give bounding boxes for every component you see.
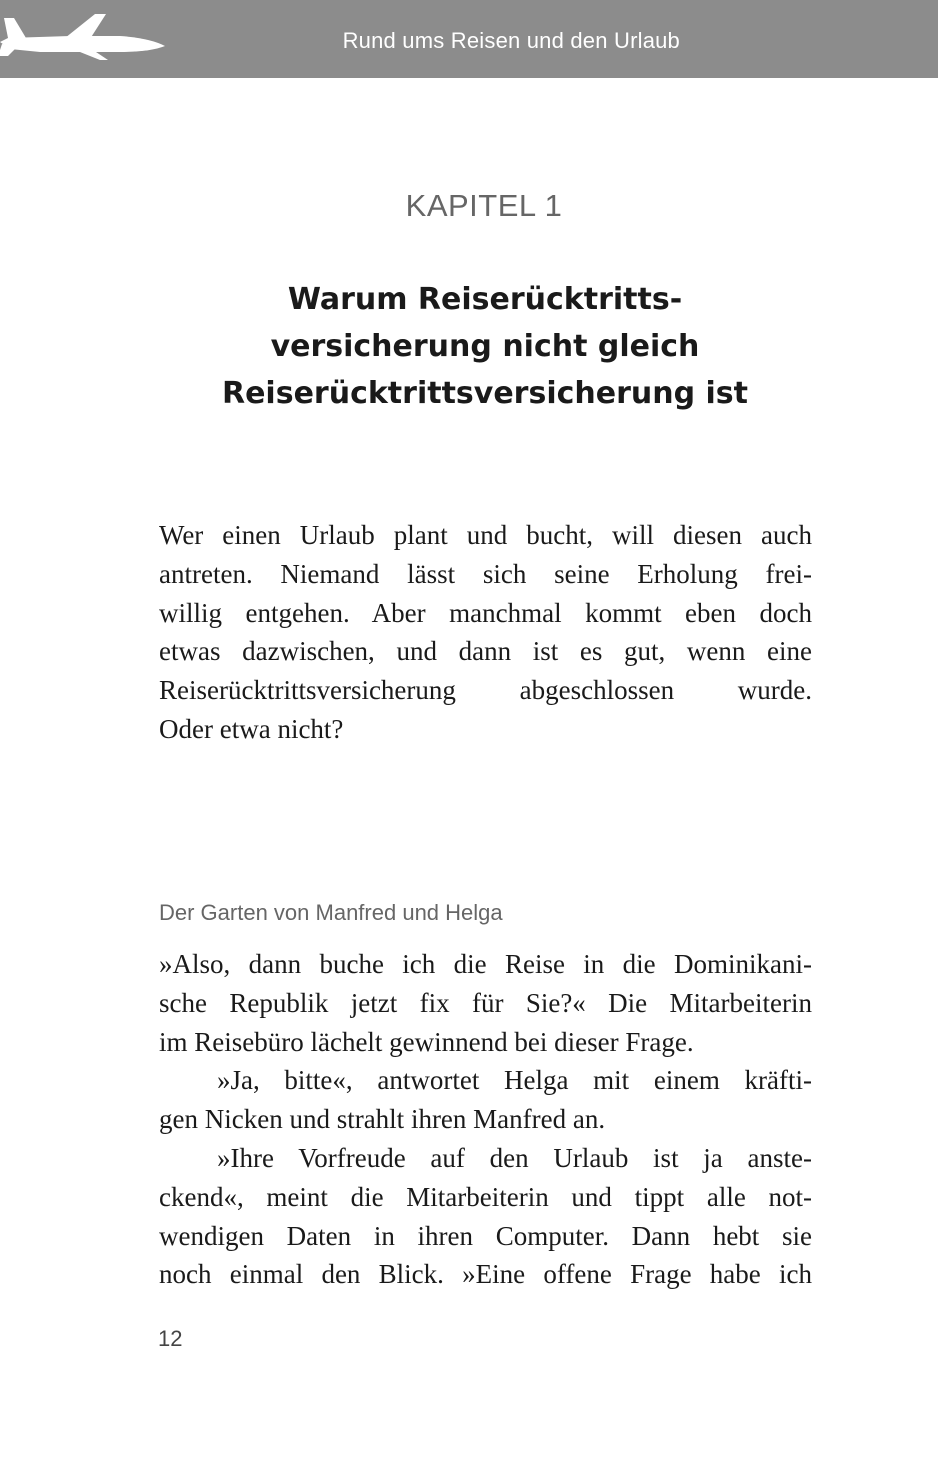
- story-text: [159, 945, 812, 1294]
- running-header-bar: [0, 0, 938, 78]
- text-line: »Ihre Vorfreude auf den Urlaub ist ja anste-: [217, 1142, 812, 1173]
- intro-paragraph: [159, 516, 812, 749]
- text-line: Reiserücktrittsversicherung abgeschlossen wurde.: [159, 675, 812, 706]
- page-number: 12: [158, 1326, 183, 1351]
- text-line: Oder etwa nicht?: [159, 713, 344, 744]
- text-line: etwas dazwischen, und dann ist es gut, wenn eine: [159, 636, 812, 667]
- text-line: im Reisebüro lächelt gewinnend bei dieser Frage.: [159, 1026, 694, 1057]
- chapter-label: KAPITEL 1: [405, 188, 563, 223]
- text-line: Wer einen Urlaub plant und bucht, will diesen auch: [159, 520, 812, 550]
- text-line: gen Nicken und strahlt ihren Manfred an.: [159, 1104, 606, 1135]
- text-line: sche Republik jetzt fix für Sie?« Die Mitarbeiterin: [159, 987, 812, 1018]
- text-line: noch einmal den Blick. »Eine offene Frage habe ich: [159, 1259, 812, 1290]
- section-heading: Der Garten von Manfred und Helga: [159, 900, 503, 925]
- text-line: »Ja, bitte«, antwortet Helga mit einem kräfti-: [217, 1065, 812, 1096]
- chapter-title: [140, 276, 830, 417]
- chapter-title-line: Reiserücktrittsversicherung ist: [221, 376, 748, 411]
- chapter-title-line: versicherung nicht gleich: [270, 329, 700, 364]
- text-line: »Also, dann buche ich die Reise in die Dominikani-: [159, 949, 812, 979]
- text-line: antreten. Niemand lässt sich seine Erholung frei-: [159, 558, 812, 589]
- text-line: ckend«, meint die Mitarbeiterin und tippt alle not-: [159, 1181, 812, 1212]
- text-line: willig entgehen. Aber manchmal kommt eben doch: [159, 597, 812, 628]
- text-line: wendigen Daten in ihren Computer. Dann hebt sie: [159, 1220, 812, 1251]
- running-header-title: Rund ums Reisen und den Urlaub: [342, 28, 680, 53]
- chapter-title-line: Warum Reiserücktritts-: [287, 282, 683, 317]
